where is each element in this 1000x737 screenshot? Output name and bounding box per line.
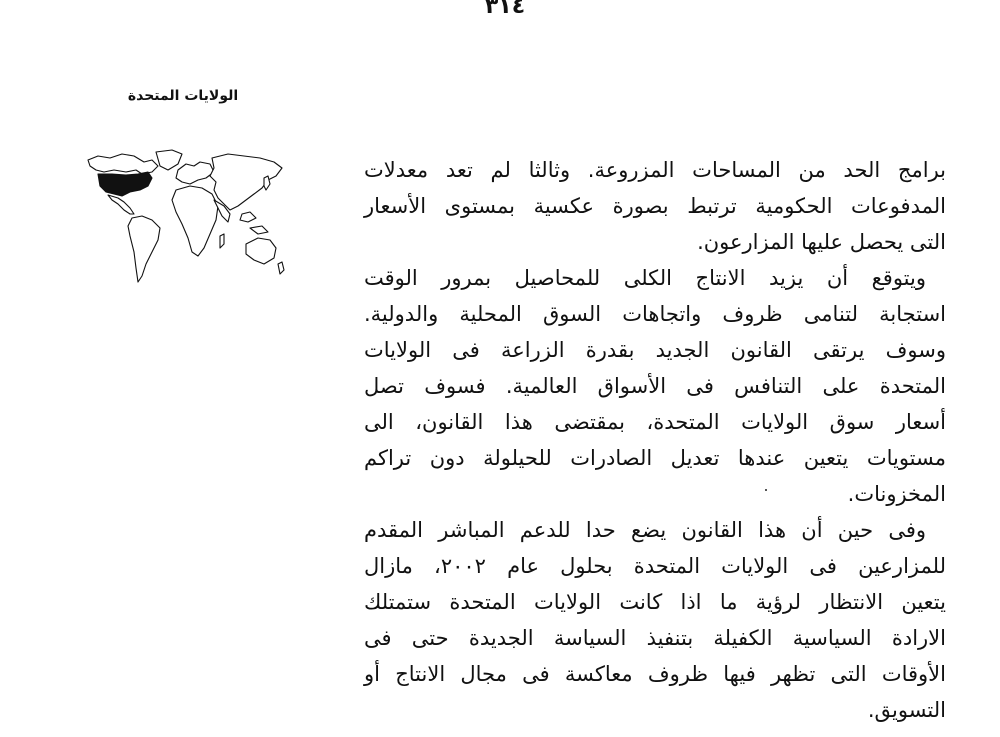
map-caption: الولايات المتحدة <box>127 88 239 104</box>
text-line: المتحدة على التنافس فى الأسواق العالمية. فسوف تصل <box>364 374 946 398</box>
text-line: الأوقات التى تظهر فيها ظروف معاكسة فى مجال الانتاج أو <box>364 662 946 686</box>
text-line: المدفوعات الحكومية ترتبط بصورة عكسية بمستوى الأسعار <box>364 194 946 218</box>
southeast-asia <box>240 212 256 222</box>
text-line: أسعار سوق الولايات المتحدة، بمقتضى هذا القانون، الى <box>364 410 946 434</box>
page-number: ٣١٤ <box>484 0 526 19</box>
text-line: يتعين الانتظار لرؤية ما اذا كانت الولايات المتحدة ستمتلك <box>364 590 946 614</box>
text-line: الارادة السياسية الكفيلة بتنفيذ السياسة الجديدة حتى فى <box>364 626 946 650</box>
south-america <box>128 216 160 282</box>
text-line: وسوف يرتقى القانون الجديد بقدرة الزراعة فى الولايات <box>364 338 946 362</box>
australia <box>246 238 276 264</box>
africa <box>172 186 218 256</box>
europe <box>176 162 214 184</box>
text-line: التى يحصل عليها المزارعون. <box>697 230 946 254</box>
central-america <box>108 195 134 214</box>
text-line: للمزارعين فى الولايات المتحدة بحلول عام ٢٠٠٢، مازال <box>364 554 946 578</box>
text-line: مستويات يتعين عندها تعديل الصادرات للحيلولة دون تراكم <box>364 446 946 470</box>
body-text <box>364 152 946 728</box>
text-line: التسويق. <box>867 698 946 722</box>
north-america-north <box>88 154 158 174</box>
indonesia <box>250 226 268 234</box>
text-line: المخزونات. <box>847 482 946 506</box>
world-map-figure <box>78 148 288 298</box>
text-line: ويتوقع أن يزيد الانتاج الكلى للمحاصيل بمرور الوقت <box>364 266 926 290</box>
print-speck <box>765 489 767 491</box>
usa-highlight <box>98 172 152 196</box>
text-line: استجابة لتنامى ظروف واتجاهات السوق المحلية والدولية. <box>364 302 946 326</box>
text-line: وفى حين أن هذا القانون يضع حدا للدعم المباشر المقدم <box>364 518 926 542</box>
text-line: برامج الحد من المساحات المزروعة. وثالثا لم تعد معدلات <box>364 158 946 182</box>
madagascar <box>220 234 224 248</box>
asia <box>210 154 282 210</box>
greenland <box>156 150 182 170</box>
new-zealand <box>278 262 284 274</box>
